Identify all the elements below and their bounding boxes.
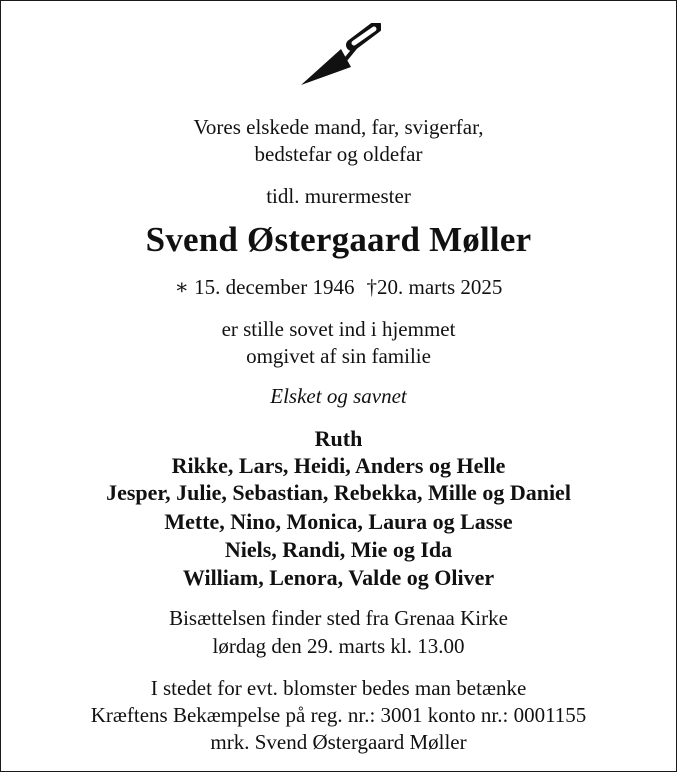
passing-line-2: omgivet af sin familie (246, 344, 431, 368)
birth-symbol: ∗ (174, 275, 189, 299)
intro-line-1: Vores elskede mand, far, svigerfar, (193, 115, 484, 139)
death-date: 20. marts 2025 (377, 275, 503, 299)
trowel-icon (299, 23, 381, 91)
donation-line-3: mrk. Svend Østergaard Møller (210, 730, 467, 754)
birth-date: 15. december 1946 (194, 275, 355, 299)
service-line-1: Bisættelsen finder sted fra Grenaa Kirke (169, 606, 508, 630)
occupation: tidl. murermester (266, 184, 411, 208)
family-line-5: Niels, Randi, Mie og Ida (224, 537, 453, 562)
tagline: Elsket og savnet (270, 384, 407, 408)
family-line-1: Ruth (314, 426, 363, 451)
death-symbol: † (366, 275, 377, 299)
donation-line-2: Kræftens Bekæmpelse på reg. nr.: 3001 konto nr.: 0001155 (90, 703, 587, 727)
life-dates (1, 275, 676, 300)
service-line-2: lørdag den 29. marts kl. 13.00 (212, 634, 465, 658)
family-line-6: William, Lenora, Valde og Oliver (182, 565, 495, 590)
donation-line-1: I stedet for evt. blomster bedes man betænke (150, 676, 527, 700)
intro-line-2: bedstefar og oldefar (254, 142, 423, 166)
family-line-3: Jesper, Julie, Sebastian, Rebekka, Mille og Daniel (106, 480, 571, 505)
deceased-name: Svend Østergaard Møller (145, 220, 532, 259)
family-line-4: Mette, Nino, Monica, Laura og Lasse (164, 509, 513, 534)
family-line-2: Rikke, Lars, Heidi, Anders og Helle (171, 453, 506, 478)
passing-line-1: er stille sovet ind i hjemmet (221, 317, 456, 341)
